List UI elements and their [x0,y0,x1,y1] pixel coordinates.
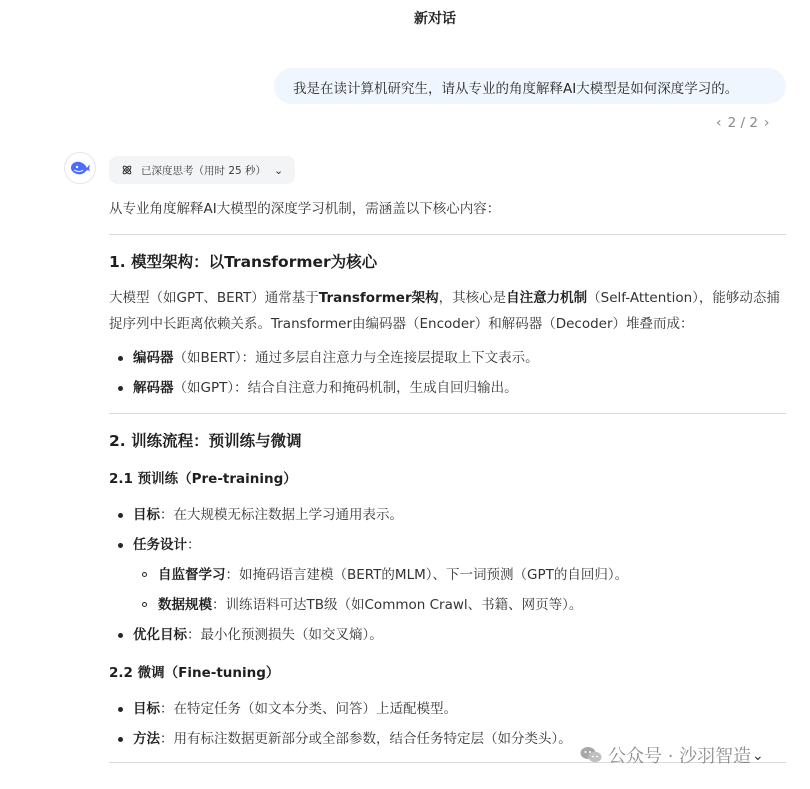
section-2-1-list [109,502,786,648]
chevron-left-icon[interactable]: ‹ [716,115,722,131]
list-item: 解码器（如GPT）：结合自注意力和掩码机制，生成自回归输出。 [109,375,786,401]
pager-label: 2 / 2 [727,115,758,131]
section-1-list [109,345,786,401]
list-item: 目标：在大规模无标注数据上学习通用表示。 [109,502,786,528]
section-1-paragraph: 大模型（如GPT、BERT）通常基于Transformer架构，其核心是自注意力机制（Self-Attention），能够动态捕捉序列中长距离依赖关系。Transformer由编码器（Encoder）和解码器（Decoder）堆叠而成： [109,290,780,332]
scroll-down-icon[interactable]: ⌄ [752,748,764,764]
assistant-answer [109,196,786,763]
list-item: 编码器（如BERT）：通过多层自注意力与全连接层提取上下文表示。 [109,345,786,371]
chevron-down-icon: ⌄ [274,163,284,177]
subsection-heading-2-2: 2.2 微调（Fine-tuning） [109,665,280,681]
list-item: 目标：在特定任务（如文本分类、问答）上适配模型。 [109,696,786,722]
subsection-heading-2-1: 2.1 预训练（Pre-training） [109,471,297,487]
deep-think-label: 已深度思考（用时 25 秒） [141,164,267,177]
chevron-right-icon[interactable]: › [763,115,770,131]
answer-intro: 从专业角度解释AI大模型的深度学习机制，需涵盖以下核心内容： [109,201,501,217]
watermark-text: 公众号 · 沙羽智造 [608,746,752,767]
nested-list-item: 自监督学习：如掩码语言建模（BERT的MLM）、下一词预测（GPT的自回归）。 [109,562,786,588]
assistant-avatar [64,152,96,184]
deep-think-toggle[interactable] [109,156,295,184]
watermark [580,742,751,768]
response-pager [716,115,770,131]
list-item: 方法：用有标注数据更新部分或全部参数，结合任务特定层（如分类头）。 [109,726,786,752]
nested-list-item: 数据规模：训练语料可达TB级（如Common Crawl、书籍、网页等）。 [109,592,786,618]
section-heading-2: 2. 训练流程：预训练与微调 [109,432,302,450]
list-item: 任务设计： 自监督学习：如掩码语言建模（BERT的MLM）、下一词预测（GPT的自回归）。 数据规模：训练语料可达TB级（如Common Crawl、书籍、网页等）。 [109,532,786,618]
page-title: 新对话 [414,11,456,27]
whale-logo-icon [69,159,91,177]
section-heading-1: 1. 模型架构：以Transformer为核心 [109,253,378,271]
wechat-icon [580,746,602,764]
nested-list [109,562,786,618]
list-item: 优化目标：最小化预测损失（如交叉熵）。 [109,622,786,648]
user-message-bubble: 我是在读计算机研究生，请从专业的角度解释AI大模型是如何深度学习的。 [274,68,786,104]
atom-icon [121,164,133,176]
